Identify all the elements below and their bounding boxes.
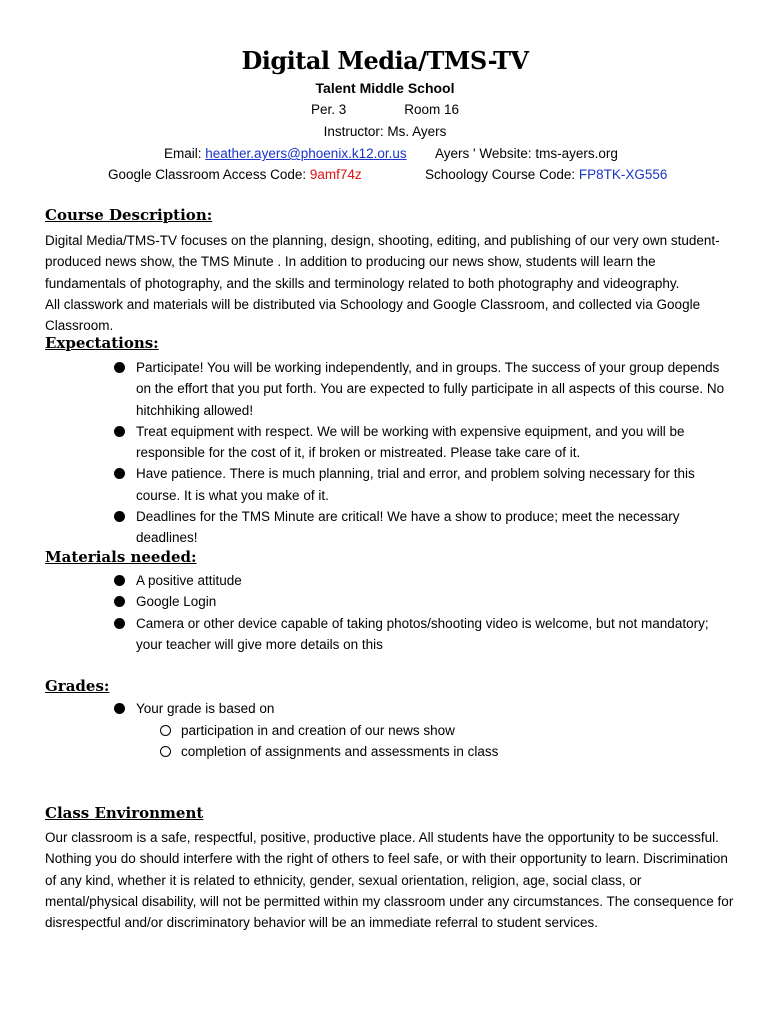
bullet-icon — [114, 468, 125, 479]
list-item: Treat equipment with respect. We will be working with expensive equipment, and you will be responsible for the cost of it, if broken or mistreated. Please take care of it. — [110, 421, 730, 464]
room: Room 16 — [404, 102, 460, 117]
website: Ayers ' Website: tms-ayers.org — [435, 146, 618, 161]
bullet-icon — [114, 618, 125, 629]
bullet-icon — [114, 511, 125, 522]
schoology-code-label: Schoology Course Code: — [425, 167, 579, 182]
materials-heading: Materials needed: — [45, 548, 197, 566]
grades-sub-list — [158, 720, 718, 763]
materials-list — [110, 570, 730, 655]
list-item: Have patience. There is much planning, trial and error, and problem solving necessary for this course. It is what you make of it. — [110, 463, 730, 506]
expectations-list — [110, 357, 730, 549]
bullet-icon — [114, 575, 125, 586]
course-description-body: Digital Media/TMS-TV focuses on the planning, design, shooting, editing, and publishing of our very own student-produced news show, the TMS Minute . In addition to producing our news show, students will learn the fundamentals of photography, and the skills and terminology related to both photography and videography. — [45, 233, 720, 291]
period: Per. 3 — [310, 102, 347, 117]
list-item: A positive attitude — [110, 570, 730, 591]
classroom-code: 9amf74z — [309, 167, 362, 182]
hollow-bullet-icon — [160, 746, 171, 757]
list-item: Participate! You will be working independently, and in groups. The success of your group depends on the effort that you put forth. You are expected to fully participate in all aspects of this course. No hitchhiking allowed! — [110, 357, 730, 421]
list-item: Deadlines for the TMS Minute are critical! We have a show to produce; meet the necessary deadlines! — [110, 506, 730, 549]
classroom-code-line — [108, 167, 362, 182]
bullet-icon — [114, 596, 125, 607]
bullet-icon — [114, 426, 125, 437]
course-description-text — [45, 230, 735, 336]
grades-heading: Grades: — [45, 677, 110, 695]
list-item: Camera or other device capable of taking photos/shooting video is welcome, but not mandatory; your teacher will give more details on this — [110, 613, 730, 656]
grades-list — [110, 698, 730, 719]
course-description-heading: Course Description: — [45, 206, 213, 224]
class-environment-text: Our classroom is a safe, respectful, positive, productive place. All students have the opportunity to be successful. Nothing you do should interfere with the right of others to feel safe, or with their opportunity to learn. Discrimination of any kind, whether it is related to ethnicity, gender, sexual orientation, religion, age, social class, or mental/physical disability, will not be permitted within my classroom under any circumstances. The consequence for disrespectful and/or discriminatory behavior will be an immediate referral to student services. — [45, 830, 734, 931]
list-item: Google Login — [110, 591, 730, 612]
list-item: completion of assignments and assessments in class — [158, 741, 718, 762]
bullet-icon — [114, 362, 125, 373]
instructor: Instructor: Ms. Ayers — [323, 124, 447, 139]
email-line — [164, 146, 407, 161]
schoology-code-line — [425, 167, 667, 182]
hollow-bullet-icon — [160, 725, 171, 736]
list-item: Your grade is based on — [110, 698, 730, 719]
bullet-icon — [114, 703, 125, 714]
class-environment-heading: Class Environment — [45, 804, 204, 822]
page-title: Digital Media/TMS-TV — [241, 46, 529, 75]
schoology-code: FP8TK-XG556 — [578, 167, 668, 182]
school-name: Talent Middle School — [315, 80, 455, 96]
period-room-line — [0, 102, 770, 117]
email-link[interactable]: heather.ayers@phoenix.k12.or.us — [205, 146, 407, 161]
classroom-code-label: Google Classroom Access Code: — [108, 167, 310, 182]
expectations-heading: Expectations: — [45, 334, 159, 352]
list-item: participation in and creation of our news show — [158, 720, 718, 741]
email-label: Email: — [164, 146, 206, 161]
course-description-body-2: All classwork and materials will be distributed via Schoology and Google Classroom, and collected via Google Classroom. — [45, 296, 701, 334]
